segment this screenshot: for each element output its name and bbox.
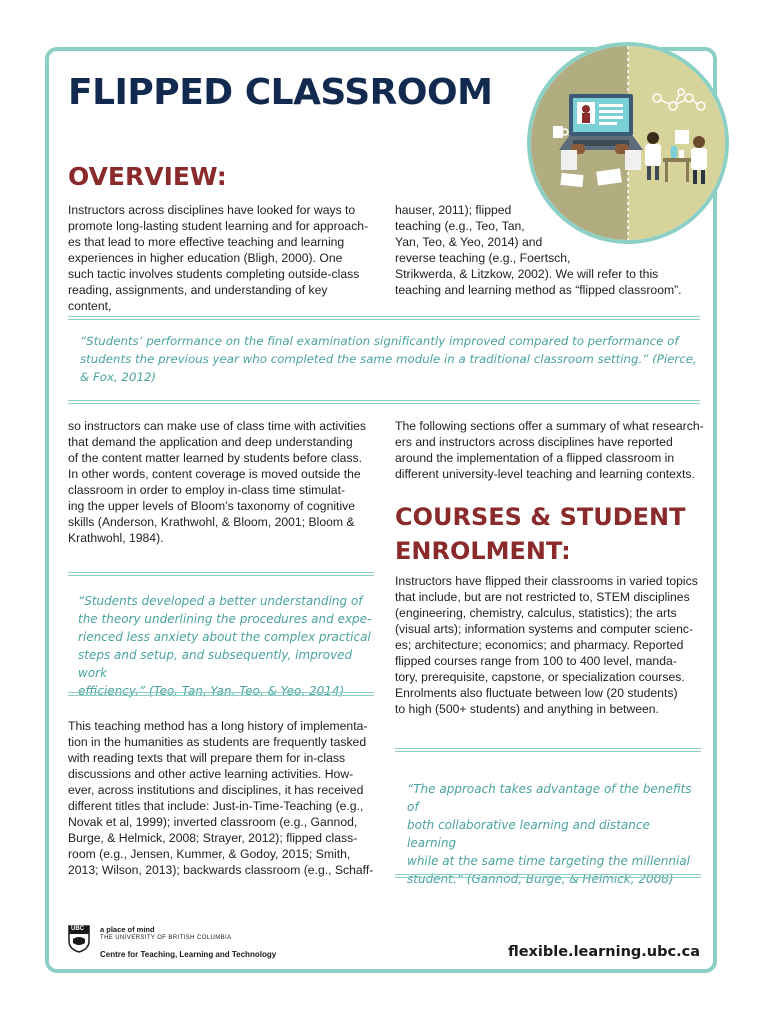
logo-university: THE UNIVERSITY OF BRITISH COLUMBIA [100, 935, 232, 941]
ubc-logo [68, 925, 308, 965]
gannod-quote-box [395, 748, 701, 886]
page-title: FLIPPED CLASSROOM [68, 72, 493, 113]
website-link[interactable]: flexible.learning.ubc.ca [507, 944, 700, 960]
overview-text-right: hauser, 2011); flipped teaching (e.g., Teo, Tan, Yan, Teo, & Yeo, 2014) and reverse teaching (e.g., Foertsch, Strikwerda, & Litzkow, 2002). We will refer to this teaching and learning method as “flipped classroom”. [395, 203, 682, 297]
laptop-icon [559, 94, 643, 150]
courses-heading: COURSES & STUDENT ENROLMENT: [395, 503, 686, 565]
right-body-text-1: The following sections offer a summary of what research- ers and instructors across disciplines have reported around the implementation of a flipped classroom in different university-level teaching and learning contexts. [395, 419, 704, 481]
overview-text-left: Instructors across disciplines have looked for ways to promote long-lasting student learning and for approach- es that lead to more effective teaching and learning experiences in higher education (Bligh, 2000). One such tactic involves students completing outside-class reading, assignments, and understanding of key content, [68, 203, 369, 313]
left-body-text-2: This teaching method has a long history of implementa- tion in the humanities as students are frequently tasked with reading texts that will prepare them for in-class discussions and other active learning activities. How- ever, across institutions and disciplines, it has received different titles that include: Just-in-Time-Teaching (e.g., Novak et al, 1999); inverted classroom (e.g., Gannod, Burge, & Helmick, 2008; Strayer, 2012); flipped class- room (e.g., Jensen, Kummer, & Godoy, 2015; Smith, 2013; Wilson, 2013); backwards classroom (e.g., Schaff- [68, 719, 374, 877]
courses-text: Instructors have flipped their classrooms in varied topics that include, but are not restricted to, STEM disciplines (engineering, chemistry, calculus, statistics); the arts (visual arts); information systems and computer scienc- es; architecture; economics; and pharmacy. Reported flipped courses range from 100 to 400 level, manda- tory, prerequisite, capstone, or specialization courses. Enrolments also fluctuate between low (20 students) to high (500+ students) and anything in between. [395, 574, 698, 716]
pierce-quote: “Students’ performance on the final examination significantly improved compared to performance of students the previous year who completed the same module in a traditional classroom setting.” (Pierce, & Fox, 2012) [80, 334, 697, 384]
divider [68, 692, 374, 696]
left-body-text-1: so instructors can make use of class time with activities that demand the application and deep understanding of the content matter learned by students before class. In other words, content coverage is moved outside the classroom in order to employ in-class time stimulat- ing the upper levels of Bloom’s taxonomy of cognitive skills (Anderson, Krathwohl, & Bloom, 2001; Bloom & Krathwohl, 1984). [68, 419, 367, 545]
overview-heading: OVERVIEW: [68, 162, 227, 191]
divider [68, 316, 700, 320]
gannod-quote: “The approach takes advantage of the benefits of both collaborative learning and distance learning while at the same time targeting the millennial student.” (Gannod, Burge, & Helmick, 2008) [407, 782, 692, 886]
divider [68, 572, 374, 576]
ubc-crest-label: UBC [71, 926, 84, 932]
logo-centre: Centre for Teaching, Learning and Technology [100, 950, 277, 959]
logo-tagline: a place of mind [100, 925, 155, 934]
divider [395, 748, 701, 752]
pierce-quote-band [68, 316, 700, 404]
teo-quote: “Students developed a better understanding of the theory underlining the procedures and expe- rienced less anxiety about the complex practical steps and setup, and subsequently, improved work efficiency.” (Teo, Tan, Yan, Teo, & Yeo, 2014) [78, 594, 372, 698]
divider [68, 400, 700, 404]
divider [395, 874, 701, 878]
teo-quote-box [68, 572, 374, 696]
